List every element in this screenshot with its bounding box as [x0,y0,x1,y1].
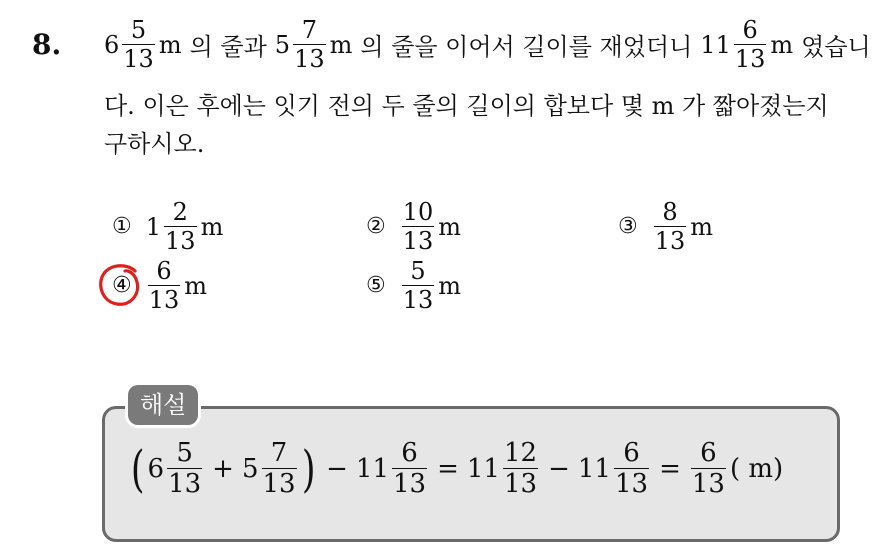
choice-frac [148,259,181,312]
choice-unit: m [438,212,462,241]
term-whole: 5 [241,453,259,484]
term-den: 13 [168,469,202,499]
term-frac [262,440,297,497]
term-num: 12 [503,438,538,468]
question-line-1 [104,18,871,71]
choice-den: 13 [165,227,196,255]
choice-1[interactable] [112,200,223,253]
term-frac [167,440,202,497]
equals-sign: = [659,453,681,484]
choice-unit: m [184,271,208,300]
term-den: 13 [503,469,538,499]
frac1-num: 5 [130,16,147,44]
question-text-2: 의 줄을 이어서 길이를 재었더니 [360,33,693,61]
choice-marker: ⑤ [366,273,386,298]
term-whole: 11 [577,453,611,484]
term-num: 7 [270,438,288,468]
question-text-1: 의 줄과 [189,33,267,61]
frac1-den: 13 [123,45,154,73]
frac1-whole: 6 [104,30,120,59]
close-paren: ) [301,439,316,498]
frac3 [734,18,767,71]
term-frac [392,440,427,497]
term-num: 6 [401,438,418,468]
choice-marker: ① [112,214,132,239]
frac2-whole: 5 [274,30,291,59]
plus-sign: + [212,453,234,484]
term-frac [614,440,649,497]
choice-den: 13 [402,227,434,255]
unit: m [329,30,353,59]
selected-answer-circle-icon [97,262,143,308]
choice-num: 6 [156,257,172,285]
term-den: 13 [691,469,725,499]
term-num: 6 [623,438,640,468]
question-line-3: 구하시오. [104,130,205,158]
choice-num: 2 [172,198,188,226]
choice-unit: m [438,271,462,300]
choice-whole: 1 [145,212,162,241]
unit: m [158,30,182,59]
choice-unit: m [690,212,714,241]
choice-frac [402,200,435,253]
term-den: 13 [614,469,649,499]
unit: m [770,30,794,59]
question-line-2: 다. 이은 후에는 잇기 전의 두 줄의 길이의 합보다 몇 m 가 짧아졌는지 [104,92,829,120]
term-whole: 11 [355,453,389,484]
equals-sign: = [437,453,459,484]
choice-unit: m [200,212,224,241]
frac2-den: 13 [294,45,325,73]
term-frac [691,440,726,497]
frac2 [293,18,326,71]
frac1 [122,18,155,71]
choice-num: 10 [402,198,434,226]
choice-den: 13 [654,227,686,255]
frac2-num: 7 [301,16,317,44]
choice-3[interactable] [618,200,713,253]
solution-equation [128,440,783,497]
choice-marker: ④ [112,273,132,298]
minus-sign: − [548,453,570,484]
minus-sign: − [326,453,348,484]
question-number: 8. [32,28,62,61]
term-num: 6 [700,438,717,468]
choice-marker: ② [366,214,386,239]
choice-num: 8 [662,198,678,226]
choice-frac [402,259,435,312]
term-whole: 11 [466,453,500,484]
frac3-num: 6 [742,16,758,44]
term-whole: 6 [147,453,165,484]
term-den: 13 [393,469,427,499]
frac3-den: 13 [734,45,766,73]
frac3-whole: 11 [700,30,731,59]
question-text-3: 였습니 [801,33,871,61]
choice-5[interactable] [366,259,461,312]
solution-label: 해설 [128,385,198,425]
result-unit: ( m) [729,453,784,484]
choice-den: 13 [402,286,434,314]
choice-marker: ③ [618,214,638,239]
term-frac [503,440,538,497]
choice-num: 5 [410,257,426,285]
open-paren: ( [130,439,145,498]
term-num: 5 [176,438,193,468]
choice-2[interactable] [366,200,461,253]
choice-den: 13 [148,286,180,314]
choice-frac [654,200,687,253]
choice-frac [164,200,197,253]
term-den: 13 [262,469,296,499]
